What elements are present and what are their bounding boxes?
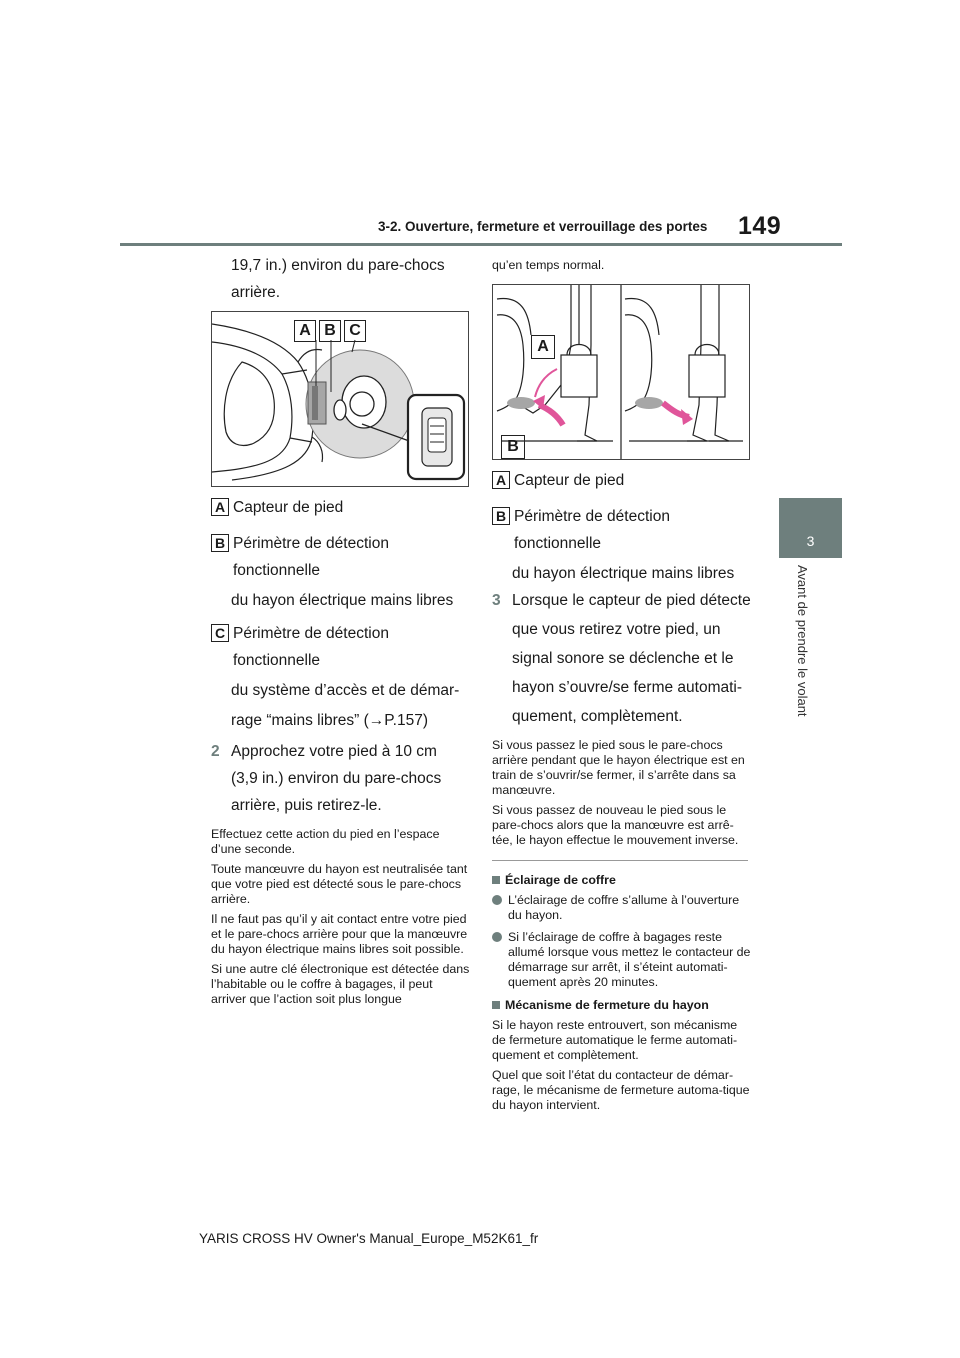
figure-callout-b: B [501, 435, 525, 459]
footer-text: YARIS CROSS HV Owner's Manual_Europe_M52K61_fr [199, 1231, 539, 1246]
step-text: arrière, puis retirez-le. [231, 797, 382, 814]
detection-zone [635, 397, 663, 409]
right-cont [492, 258, 748, 278]
left-body [211, 494, 471, 1012]
page-reference-link[interactable]: rage “mains libres” (→P.157) [231, 712, 428, 729]
section-title-text: Éclairage de coffre [505, 873, 616, 887]
foot-kick-illustration [493, 285, 749, 459]
section-heading [492, 873, 752, 887]
right-body [492, 467, 752, 1118]
section-title: 3-2. Ouverture, fermeture et verrouillage des portes [378, 219, 708, 234]
chapter-number: 3 [806, 533, 815, 549]
intro-line: arrière. [231, 284, 281, 301]
continued-text: qu’en temps normal. [492, 258, 605, 272]
round-bullet-icon [492, 932, 502, 942]
step-text: quement, complètement. [512, 708, 683, 725]
callout-line-a [535, 369, 557, 397]
figure-callout-c: C [344, 320, 366, 342]
page-number: 149 [738, 212, 782, 240]
step-text: Approchez votre pied à 10 cm [231, 743, 437, 760]
legend-item-b [211, 530, 471, 584]
foot-sensor-a [312, 386, 318, 420]
note-text: Si vous passez le pied sous le pare-chocs arrière pendant que le hayon électrique est en train de s’ouvrir/se fermer, il s’arrête dans sa manœuvre. [492, 738, 745, 797]
square-bullet-icon [492, 876, 500, 884]
figure-callout-a: A [294, 320, 316, 342]
legend-text: Périmètre de détection fonctionnelle [233, 625, 389, 669]
legend-text: Périmètre de détection fonctionnelle [514, 508, 670, 552]
bullet-text: Si l’éclairage de coffre à bagages reste allumé lorsque vous mettez le contacteur de démarrage sur arrêt, il s’éteint automati-quement après 20 minutes. [508, 930, 751, 989]
step-2 [211, 738, 471, 819]
left-intro [231, 252, 471, 306]
legend-box-a: A [492, 471, 510, 489]
bullet-item [492, 930, 752, 990]
note-text: Toute manœuvre du hayon est neutralisée tant que votre pied est détecté sous le pare-chocs arrière. [211, 862, 468, 906]
section-divider [492, 860, 748, 861]
legend-text: Capteur de pied [233, 499, 344, 516]
legend-item-c [211, 620, 471, 674]
step-3 [492, 587, 752, 730]
section-title-text: Mécanisme de fermeture du hayon [505, 998, 709, 1012]
note-text: Effectuez cette action du pied en l’espace d’une seconde. [211, 827, 440, 856]
legend-box-a: A [211, 498, 229, 516]
paragraph-text: Quel que soit l’état du contacteur de démar-rage, le mécanisme de fermeture automa-tique du hayon intervient. [492, 1068, 750, 1112]
section-heading [492, 998, 752, 1012]
legend-box-b: B [492, 507, 510, 525]
legend-text: Capteur de pied [514, 472, 625, 489]
figure-foot-kick-sequence [492, 284, 750, 460]
round-bullet-icon [492, 895, 502, 905]
bullet-text: L’éclairage de coffre s’allume à l’ouverture du hayon. [508, 893, 740, 922]
legend-box-c: C [211, 624, 229, 642]
square-bullet-icon [492, 1001, 500, 1009]
step-text: Lorsque le capteur de pied détecte [512, 592, 751, 609]
legend-item-b [492, 503, 752, 557]
note-text: Si vous passez de nouveau le pied sous le pare-chocs alors que la manœuvre est arrê-tée, le hayon effectue le mouvement inverse. [492, 803, 739, 847]
legend-text: Périmètre de détection fonctionnelle [233, 535, 389, 579]
figure-foot-sensor-overview [211, 311, 469, 487]
legend-item-a [492, 467, 752, 494]
step-text: hayon s’ouvre/se ferme automati- [512, 679, 743, 696]
note-text: Il ne faut pas qu’il y ait contact entre votre pied et le pare-chocs arrière pour que la manœuvre du hayon électrique mains libres soit possible. [211, 912, 468, 956]
paragraph-text: Si le hayon reste entrouvert, son mécanisme de fermeture automatique le ferme automati-quement et complètement. [492, 1018, 738, 1062]
chapter-tab[interactable] [779, 498, 842, 558]
bullet-item [492, 893, 752, 923]
legend-item-a [211, 494, 471, 521]
note-text: Si une autre clé électronique est détectée dans l’habitable ou le coffre à bagages, il peut arriver que l’action soit plus longue [211, 962, 470, 1006]
detection-zone [507, 397, 535, 409]
step-text: (3,9 in.) environ du pare-chocs [231, 770, 442, 787]
figure-callout-b: B [319, 320, 341, 342]
step-number: 2 [211, 743, 220, 760]
chapter-label: Avant de prendre le volant [795, 565, 810, 717]
figure-callout-a: A [531, 335, 555, 359]
step-number: 3 [492, 592, 501, 609]
step-text: que vous retirez votre pied, un [512, 621, 721, 638]
legend-text: du système d’accès et de démar- [231, 682, 460, 699]
intro-line: 19,7 in.) environ du pare-chocs [231, 257, 445, 274]
legend-box-b: B [211, 534, 229, 552]
legend-text: du hayon électrique mains libres [231, 592, 454, 609]
header-rule [120, 243, 842, 246]
step-text: signal sonore se déclenche et le [512, 650, 734, 667]
legend-text: du hayon électrique mains libres [512, 565, 735, 582]
